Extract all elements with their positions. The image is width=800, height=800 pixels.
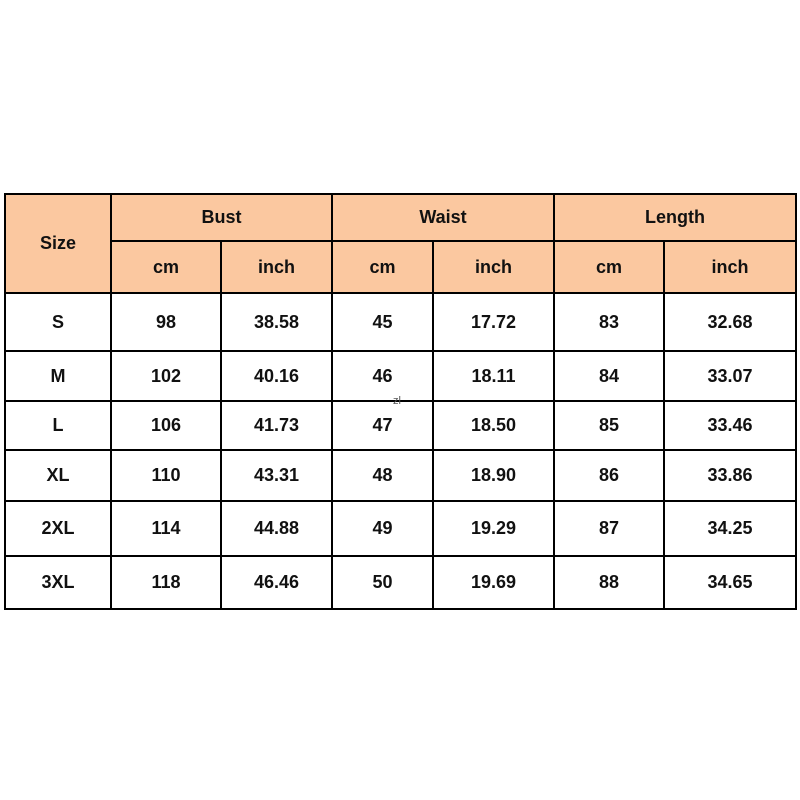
table-cell: 84 (554, 351, 664, 401)
size-column-header: Size (5, 194, 111, 293)
table-cell: 46 (332, 351, 433, 401)
unit-header: cm (554, 241, 664, 293)
table-cell: 18.50 (433, 401, 554, 450)
unit-header: inch (664, 241, 796, 293)
unit-header: cm (332, 241, 433, 293)
size-cell: L (5, 401, 111, 450)
table-cell: 18.11 (433, 351, 554, 401)
table-cell: 49 (332, 501, 433, 556)
size-cell: 2XL (5, 501, 111, 556)
length-group-header: Length (554, 194, 796, 241)
bust-group-header: Bust (111, 194, 332, 241)
unit-header: inch (221, 241, 332, 293)
table-cell: 46.46 (221, 556, 332, 609)
table-cell: 98 (111, 293, 221, 351)
table-cell: 32.68 (664, 293, 796, 351)
table-cell: 17.72 (433, 293, 554, 351)
table-cell: 48 (332, 450, 433, 501)
table-row (5, 401, 796, 450)
table-cell: 33.07 (664, 351, 796, 401)
table-cell: 88 (554, 556, 664, 609)
table-cell: 50 (332, 556, 433, 609)
table-cell: 110 (111, 450, 221, 501)
size-cell: M (5, 351, 111, 401)
unit-header: cm (111, 241, 221, 293)
table-cell: 86 (554, 450, 664, 501)
table-cell: 87 (554, 501, 664, 556)
table-row (5, 293, 796, 351)
table-cell: 34.65 (664, 556, 796, 609)
table-row (5, 351, 796, 401)
table-cell: 33.46 (664, 401, 796, 450)
table-cell: 19.69 (433, 556, 554, 609)
table-cell: 19.29 (433, 501, 554, 556)
table-cell: 45 (332, 293, 433, 351)
table-cell: 34.25 (664, 501, 796, 556)
unit-header: inch (433, 241, 554, 293)
size-cell: XL (5, 450, 111, 501)
table-cell: 118 (111, 556, 221, 609)
table-row (5, 556, 796, 609)
size-cell: 3XL (5, 556, 111, 609)
table-cell: 114 (111, 501, 221, 556)
table-cell: 18.90 (433, 450, 554, 501)
table-row (5, 501, 796, 556)
table-cell: 43.31 (221, 450, 332, 501)
table-cell: 44.88 (221, 501, 332, 556)
table-cell: 40.16 (221, 351, 332, 401)
table-cell: 106 (111, 401, 221, 450)
waist-group-header: Waist (332, 194, 554, 241)
watermark-text: zl (393, 395, 401, 407)
table-cell: 47 (332, 401, 433, 450)
table-cell: 85 (554, 401, 664, 450)
size-cell: S (5, 293, 111, 351)
table-cell: 102 (111, 351, 221, 401)
table-row (5, 450, 796, 501)
table-cell: 41.73 (221, 401, 332, 450)
table-cell: 83 (554, 293, 664, 351)
table-cell: 33.86 (664, 450, 796, 501)
table-cell: 38.58 (221, 293, 332, 351)
